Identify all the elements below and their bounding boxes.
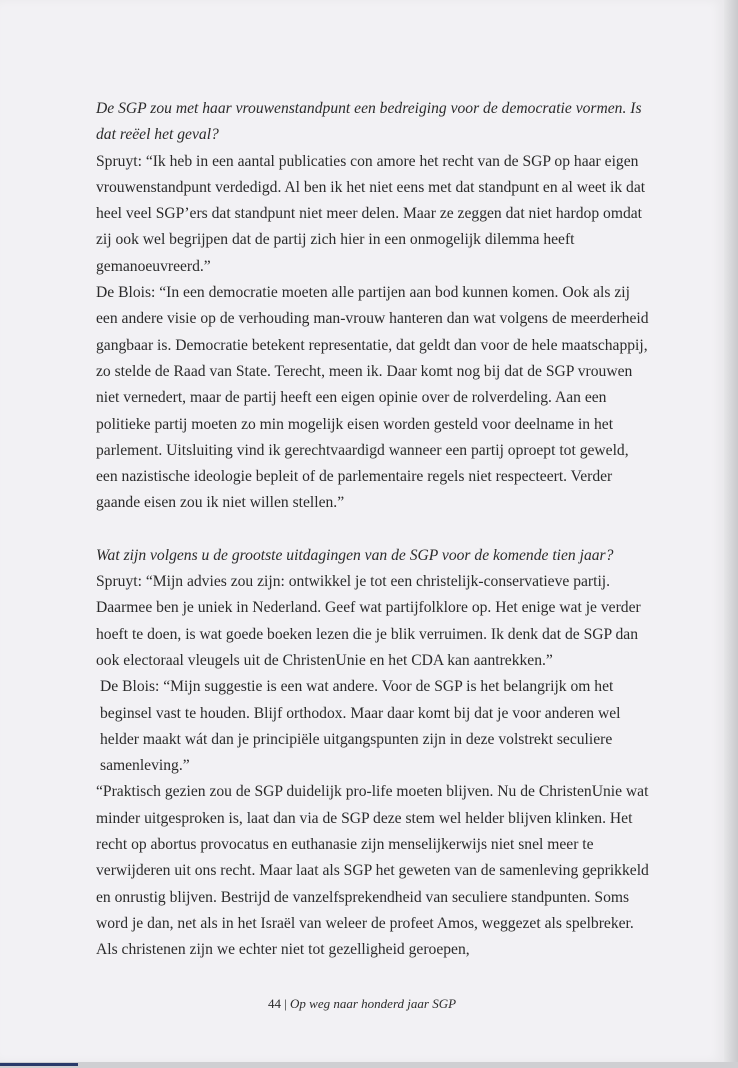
footer-separator: | bbox=[280, 996, 291, 1011]
answer-2-deblois: De Blois: “Mijn suggestie is een wat andere. Voor de SGP is het belangrijk om het beginsel vast te houden. Blijf orthodox. Maar daar komt bij dat je voor anderen wel helder maakt wát dan je principiële uitgangspunten zijn in deze volstrekt seculiere samenleving.” bbox=[100, 678, 621, 775]
body-text bbox=[96, 96, 652, 964]
bottom-mark bbox=[0, 1063, 78, 1066]
page-number: 44 bbox=[267, 996, 281, 1011]
answer-2-deblois-continued: “Praktisch gezien zou de SGP duidelijk pro-life moeten blijven. Nu de ChristenUnie wat minder uitgesproken is, laat dan via de SGP deze stem wel helder blijven klinken. Het recht op abortus provocatus en euthanasie zijn menselijkerwijs niet snel meer te verwijderen uit ons recht. Maar laat als SGP het geweten van de samenleving geprikkeld en onrustig blijven. Bestrijd de vanzelfsprekendheid van seculiere standpunten. Soms word je dan, net als in het Israël van weleer de profeet Amos, weggezet als spelbreker. Als christenen zijn we echter niet tot gezelligheid geroepen, bbox=[96, 783, 649, 959]
paragraph-gap bbox=[96, 517, 652, 543]
answer-1-spruyt: Spruyt: “Ik heb in een aantal publicaties con amore het recht van de SGP op haar eigen vrouwenstandpunt verdedigd. Al ben ik het niet eens met dat standpunt en al weet ik dat heel veel SGP’ers dat standpunt niet meer delen. Maar ze zeggen dat niet hardop omdat zij ook wel begrijpen dat de partij zich hier in een onmogelijk dilemma heeft gemanoeuvreerd.” bbox=[96, 152, 646, 275]
page-footer bbox=[0, 996, 724, 1012]
question-1: De SGP zou met haar vrouwenstandpunt een bedreiging voor de democratie vormen. Is dat reëel het geval? bbox=[96, 100, 642, 144]
answer-1-deblois: De Blois: “In een democratie moeten alle partijen aan bod kunnen komen. Ook als zij een andere visie op de verhouding man-vrouw hanteren dan wat volgens de meerderheid gangbaar is. Democratie betekent representatie, dat geldt dan voor de hele maatschappij, zo stelde de Raad van State. Terecht, meen ik. Daar komt nog bij dat de SGP vrouwen niet vernedert, maar de partij heeft een eigen opinie over de rolverdeling. Aan een politieke partij moeten zo min mogelijk eisen worden gesteld voor deelname in het parlement. Uitsluiting vind ik gerechtvaardigd wanneer een partij oproept tot geweld, een nazistische ideologie bepleit of de parlementaire regels niet respecteert. Verder gaande eisen zou ik niet willen stellen.” bbox=[96, 284, 649, 512]
answer-2-spruyt: Spruyt: “Mijn advies zou zijn: ontwikkel je tot een christelijk-conservatieve partij. Daarmee ben je uniek in Nederland. Geef wat partijfolklore op. Het enige wat je verder hoeft te doen, is wat goede boeken lezen die je blik verruimen. Ik denk dat de SGP dan ook electoraal vleugels uit de ChristenUnie en het CDA kan aantrekken.” bbox=[96, 573, 641, 669]
question-2: Wat zijn volgens u de grootste uitdagingen van de SGP voor de komende tien jaar? bbox=[96, 546, 614, 564]
bottom-edge bbox=[0, 1062, 738, 1068]
series-title: Op weg naar honderd jaar SGP bbox=[290, 996, 457, 1011]
page-edge bbox=[724, 0, 738, 1068]
